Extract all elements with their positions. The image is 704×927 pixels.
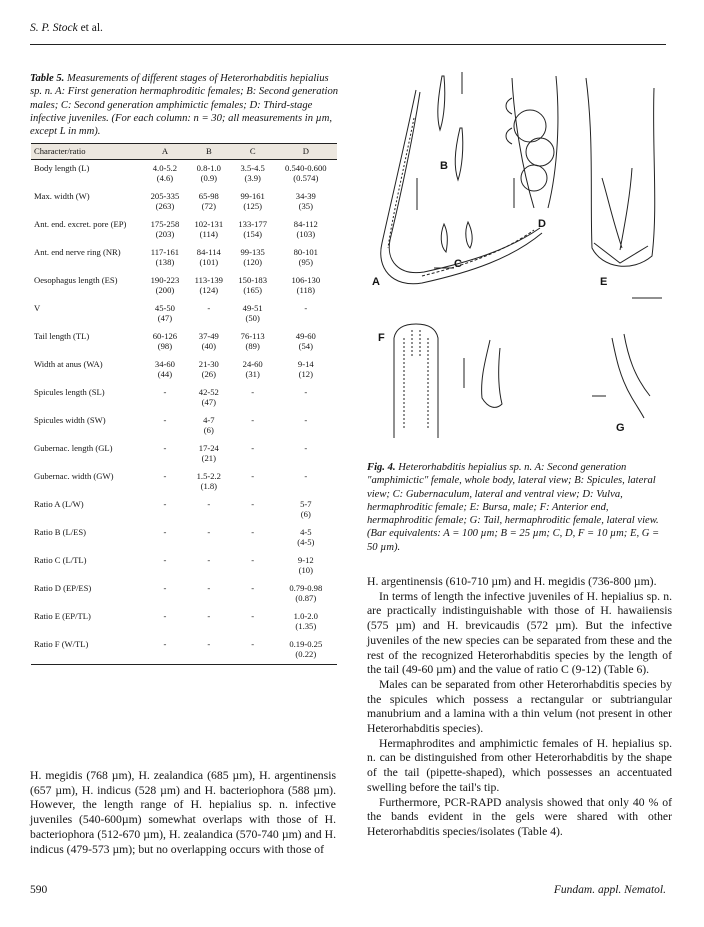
figure-4 (362, 58, 672, 448)
table-cell (187, 300, 231, 328)
spicule-b2 (455, 128, 463, 180)
cell-mean: (4.6) (156, 173, 174, 183)
panel-label-g: G (616, 422, 625, 434)
table-cell (187, 244, 231, 272)
cell-range: - (207, 638, 211, 649)
row-label: Ratio E (EP/TL) (34, 610, 91, 621)
cell-mean: (0.22) (295, 649, 317, 659)
table-cell (231, 300, 275, 328)
page-number: 590 (30, 884, 48, 896)
table-cell (143, 328, 187, 356)
table-cell (187, 328, 231, 356)
cell-range: - (251, 610, 255, 621)
table-cell (231, 244, 275, 272)
table-cell (143, 159, 187, 188)
table-cell (187, 496, 231, 524)
table-cell (231, 328, 275, 356)
bursa-e (586, 78, 655, 266)
cell-mean: (125) (243, 201, 262, 211)
cell-range: - (304, 386, 308, 397)
table-cell (231, 440, 275, 468)
table-row (31, 580, 337, 608)
table-cell (231, 412, 275, 440)
cell-range: - (163, 386, 167, 397)
cell-range: 0.19-0.25 (289, 638, 323, 649)
paragraph: H. argentinensis (610-710 µm) and H. megidis (736-800 µm). (367, 575, 657, 588)
cell-range: 5-7 (300, 498, 312, 509)
cell-mean: (31) (245, 369, 260, 379)
table-row (31, 300, 337, 328)
right-column-text (367, 575, 672, 840)
cell-mean: (103) (296, 229, 316, 239)
figure-caption-text: Heterorhabditis hepialius sp. n. A: Second generation "amphimictic" female, whole body, lateral view; B: Spicules, lateral view; C: Gubernaculum, lateral and ventral view; D: Vulva, hermaphroditic female; E: Bursa, male; F: Anterior end, hermaphroditic female; G: Tail, hermaphroditic female, lateral view. (Bar equivalents: A = 100 µm; B = 25 µm; C, D, F = 10 µm; E, G = 50 µm). (367, 462, 660, 553)
table-cell (187, 356, 231, 384)
table-row (31, 216, 337, 244)
cell-range: - (163, 638, 167, 649)
body-gut-a (388, 118, 414, 248)
row-label: Oesophagus length (ES) (34, 274, 118, 285)
cell-mean: (44) (157, 369, 173, 379)
cell-range: 175-258 (150, 218, 180, 229)
column-header: C (231, 144, 275, 160)
cell-range: 0.79-0.98 (289, 582, 323, 593)
table-cell (275, 524, 337, 552)
table-row (31, 468, 337, 496)
table-cell (231, 496, 275, 524)
cell-range: 4-5 (300, 526, 312, 537)
row-label: Ratio D (EP/ES) (34, 582, 92, 593)
table-cell (275, 636, 337, 665)
table-cell (187, 188, 231, 216)
cell-range: - (251, 442, 255, 453)
table-cell (143, 608, 187, 636)
cell-range: 1.5-2.2 (196, 470, 221, 481)
cell-mean: (200) (155, 285, 175, 295)
spicule-b1 (438, 76, 445, 130)
cell-range: 80-101 (293, 246, 318, 257)
panel-label-b: B (440, 160, 448, 172)
cell-range: 21-30 (198, 358, 219, 369)
paragraph: H. megidis (768 µm), H. zealandica (685 µm), H. argentinensis (657 µm), H. indicus (528 µm) and H. bacteriophora (588 µm). However, the length range of H. hepialius sp. n. infective juveniles (540-600µm) somewhat overlaps with those of H. bacteriophora (512-670 µm), H. zealandica (570-740 µm) and H. indicus (479-573 µm); but no overlapping occurs with those of (30, 769, 336, 856)
table-cell (187, 384, 231, 412)
cell-mean: (1.35) (295, 621, 317, 631)
cell-mean: (118) (296, 285, 315, 295)
cell-range: - (207, 498, 211, 509)
table-cell (143, 468, 187, 496)
cell-range: 84-114 (196, 246, 221, 257)
table-row (31, 524, 337, 552)
tail-g (612, 334, 650, 418)
cell-range: - (251, 498, 255, 509)
table-cell (275, 384, 337, 412)
body-outline-a (381, 90, 542, 284)
row-label: Ratio F (W/TL) (31, 636, 143, 665)
cell-mean: (47) (157, 313, 173, 323)
cell-range: - (163, 554, 167, 565)
cell-range: 102-131 (194, 218, 224, 229)
cell-range: 0.8-1.0 (196, 162, 221, 173)
cell-range: - (304, 414, 308, 425)
cell-mean: (4-5) (297, 537, 315, 547)
cell-range: - (207, 582, 211, 593)
cell-range: - (251, 526, 255, 537)
table-cell (187, 552, 231, 580)
cell-mean: (1.8) (200, 481, 218, 491)
cell-range: - (207, 554, 211, 565)
running-header (30, 22, 103, 34)
table-cell (187, 159, 231, 188)
table-row (31, 608, 337, 636)
cell-range: 49-51 (242, 302, 263, 313)
table-cell (187, 524, 231, 552)
table-row (31, 356, 337, 384)
cell-range: 113-139 (194, 274, 223, 285)
cell-range: - (251, 386, 255, 397)
table-cell (275, 468, 337, 496)
table-cell (275, 216, 337, 244)
table-row (31, 636, 337, 665)
cell-range: 34-60 (154, 358, 175, 369)
cell-mean: (120) (243, 257, 262, 267)
cell-mean: (124) (199, 285, 219, 295)
cell-mean: (263) (155, 201, 175, 211)
row-label: Ant. end. excret. pore (EP) (34, 218, 127, 229)
column-header: B (187, 144, 231, 160)
table-cell (143, 384, 187, 412)
left-column-text (30, 769, 336, 857)
cell-range: - (304, 470, 308, 481)
row-label: Spicules width (SW) (34, 414, 106, 425)
table-cell (231, 552, 275, 580)
paragraph: Males can be separated from other Heterorhabditis species by the spicules which possess a rectangular or subtriangular manubrium and a lamina with a thin velum (not present in other Heterorhabditis species). (367, 677, 672, 736)
cell-range: - (163, 610, 167, 621)
table-cell (187, 636, 231, 665)
cell-range: 84-112 (293, 218, 318, 229)
cell-range: - (304, 442, 308, 453)
cell-range: 133-177 (238, 218, 268, 229)
cell-mean: (35) (298, 201, 313, 211)
table-cell (231, 272, 275, 300)
panel-label-f: F (378, 332, 385, 344)
cell-mean: (154) (243, 229, 262, 239)
table-cell (231, 580, 275, 608)
table-cell (275, 552, 337, 580)
panel-label-e: E (600, 276, 608, 288)
cell-mean: (54) (298, 341, 313, 351)
journal-name: Fundam. appl. Nematol. (553, 884, 666, 896)
table-row (31, 496, 337, 524)
cell-range: 42-52 (198, 386, 219, 397)
table-cell (187, 412, 231, 440)
cell-mean: (114) (199, 229, 218, 239)
cell-range: 65-98 (198, 190, 219, 201)
table-cell (231, 216, 275, 244)
measurements-table (31, 143, 337, 665)
cell-mean: (138) (155, 257, 175, 267)
cell-range: - (163, 526, 167, 537)
cell-range: 9-14 (297, 358, 314, 369)
cell-range: - (251, 554, 255, 565)
cell-range: - (163, 442, 167, 453)
cell-mean: (3.9) (244, 173, 261, 183)
row-label: Gubernac. width (GW) (34, 470, 114, 481)
table-cell (187, 608, 231, 636)
cell-mean: (0.9) (200, 173, 218, 183)
cell-range: 150-183 (238, 274, 268, 285)
table-cell (231, 159, 275, 188)
cell-range: - (251, 414, 255, 425)
cell-range: 1.0-2.0 (293, 610, 318, 621)
table-row (31, 244, 337, 272)
cell-mean: (6) (203, 425, 214, 435)
table-cell (275, 188, 337, 216)
cell-range: 0.540-0.600 (285, 162, 327, 173)
column-header: A (143, 144, 187, 160)
cell-mean: (47) (201, 397, 216, 407)
row-label: Spicules length (SL) (34, 386, 105, 397)
row-label: Width at anus (WA) (34, 358, 103, 369)
panel-label-a: A (372, 276, 380, 288)
table-row (31, 188, 337, 216)
figure-caption-label: Fig. 4. (367, 462, 396, 473)
cell-range: - (163, 498, 167, 509)
table-cell (143, 580, 187, 608)
cell-mean: (26) (201, 369, 216, 379)
cell-mean: (21) (201, 453, 216, 463)
cell-mean: (6) (300, 509, 311, 519)
column-header: D (275, 144, 337, 160)
cell-range: 45-50 (154, 302, 175, 313)
row-label: Max. width (W) (34, 190, 90, 201)
table-cell (143, 636, 187, 665)
row-label: V (34, 302, 41, 313)
panel-label-d: D (538, 218, 546, 230)
nematode-illustration (362, 58, 672, 448)
gubernaculum-c1 (441, 224, 447, 252)
vulva-d (512, 76, 558, 208)
cell-range: 37-49 (198, 330, 219, 341)
table-cell (275, 159, 337, 188)
cell-range: - (207, 526, 211, 537)
table-cell (231, 188, 275, 216)
table-cell (275, 608, 337, 636)
cell-range: - (163, 470, 167, 481)
cell-range: 76-113 (240, 330, 265, 341)
table-row (31, 440, 337, 468)
cell-range: - (163, 414, 167, 425)
table-row (31, 552, 337, 580)
cell-mean: (12) (298, 369, 313, 379)
table-cell (143, 496, 187, 524)
cell-mean: (203) (155, 229, 175, 239)
table-cell (187, 580, 231, 608)
header-suffix: et al. (77, 22, 103, 34)
table-cell (231, 356, 275, 384)
cell-range: 4.0-5.2 (152, 162, 178, 173)
table-row (31, 272, 337, 300)
table-cell (143, 244, 187, 272)
paragraph: Furthermore, PCR-RAPD analysis showed that only 40 % of the bands evident in the gels were shared with other Heterorhabditis species/isolates (Table 4). (367, 795, 672, 838)
table-cell (143, 552, 187, 580)
row-label: Ratio C (L/TL) (34, 554, 87, 565)
cell-range: - (251, 582, 255, 593)
cell-mean: (72) (201, 201, 216, 211)
cell-range: - (251, 638, 255, 649)
column-header: Character/ratio (31, 144, 143, 160)
row-label: Tail length (TL) (34, 330, 90, 341)
table-header-row (31, 144, 337, 160)
table-cell (275, 580, 337, 608)
header-author: S. P. Stock (30, 22, 78, 34)
cell-range: - (207, 302, 211, 313)
cell-range: 60-126 (152, 330, 178, 341)
cell-range: - (163, 582, 167, 593)
table-cell (143, 188, 187, 216)
cell-range: 117-161 (150, 246, 180, 257)
cell-range: 99-161 (240, 190, 265, 201)
cell-range: 17-24 (198, 442, 219, 453)
row-label: Gubernac. length (GL) (34, 442, 113, 453)
cell-mean: (98) (157, 341, 173, 351)
row-label: Ratio A (L/W) (34, 498, 84, 509)
table-cell (275, 244, 337, 272)
cell-range: 9-12 (297, 554, 314, 565)
row-label: Ant. end nerve ring (NR) (34, 246, 121, 257)
table-row (31, 384, 337, 412)
anterior-end-f (394, 324, 438, 438)
cell-range: - (251, 470, 255, 481)
table-cell (143, 272, 187, 300)
row-label: Body length (L) (34, 162, 90, 173)
cell-range: 190-223 (150, 274, 180, 285)
tail-mid (482, 340, 502, 407)
table-caption-text: Measurements of different stages of Heterorhabditis hepialius sp. n. A: First generation hermaphroditic females; B: Second generation males; C: Second generation amphimictic females; D: Third-stage infective juveniles. (For each column: n = 30; all measurements in µm, except L in mm). (30, 73, 339, 138)
cell-mean: (40) (201, 341, 216, 351)
cell-range: 99-135 (240, 246, 265, 257)
cell-range: 24-60 (242, 358, 263, 369)
table-cell (275, 356, 337, 384)
table-cell (143, 412, 187, 440)
cell-mean: (0.87) (295, 593, 317, 603)
cell-range: - (207, 610, 211, 621)
figure-caption (367, 461, 672, 554)
cell-range: 3.5-4.5 (240, 162, 265, 173)
cell-mean: (101) (199, 257, 219, 267)
cell-range: 49-60 (295, 330, 316, 341)
cell-mean: (0.574) (293, 173, 319, 183)
table-row (31, 159, 337, 188)
cell-range: 4-7 (203, 414, 215, 425)
table-row (31, 328, 337, 356)
table-cell (231, 636, 275, 665)
table-cell (275, 412, 337, 440)
cell-mean: (165) (243, 285, 262, 295)
cell-mean: (10) (298, 565, 313, 575)
table-cell (143, 524, 187, 552)
table-row (31, 412, 337, 440)
row-label: Ratio B (L/ES) (34, 526, 87, 537)
cell-range: - (304, 302, 308, 313)
cell-mean: (89) (245, 341, 260, 351)
header-rule (30, 44, 666, 45)
table-cell (275, 300, 337, 328)
table-cell (231, 524, 275, 552)
cell-range: 106-130 (291, 274, 321, 285)
table-caption-label: Table 5. (30, 73, 65, 84)
table-caption (30, 72, 340, 138)
table-cell (231, 384, 275, 412)
gubernaculum-c2 (466, 222, 472, 248)
table-cell (187, 440, 231, 468)
panel-label-c: C (454, 258, 462, 270)
table-cell (143, 216, 187, 244)
cell-mean: (95) (298, 257, 313, 267)
paragraph: Hermaphrodites and amphimictic females of H. hepialius sp. n. can be distinguished from other Heterorhabditis by the shape of the tail (pipette-shaped), which possesses an accentuated swelling before the tail's tip. (367, 736, 672, 794)
table-cell (275, 272, 337, 300)
table-cell (275, 440, 337, 468)
table-cell (143, 356, 187, 384)
table-cell (275, 328, 337, 356)
table-cell (231, 468, 275, 496)
table-cell (187, 216, 231, 244)
cell-range: 34-39 (295, 190, 316, 201)
paragraph: In terms of length the infective juveniles of H. hepialius sp. n. are practically indistinguishable with those of H. hawaiiensis (575 µm) and H. brevicaudis (572 µm). But the infective juveniles of the new species can be separated from these and the rest of the recognized Heterorhabditis species by the length of the tail (49-60 µm) and the value of ratio C (9-12) (Table 6). (367, 589, 672, 677)
table-cell (143, 440, 187, 468)
table-cell (275, 496, 337, 524)
cell-range: 205-335 (150, 190, 180, 201)
table-cell (187, 468, 231, 496)
cell-mean: (50) (245, 313, 260, 323)
table-cell (231, 608, 275, 636)
table-cell (187, 272, 231, 300)
table-cell (143, 300, 187, 328)
